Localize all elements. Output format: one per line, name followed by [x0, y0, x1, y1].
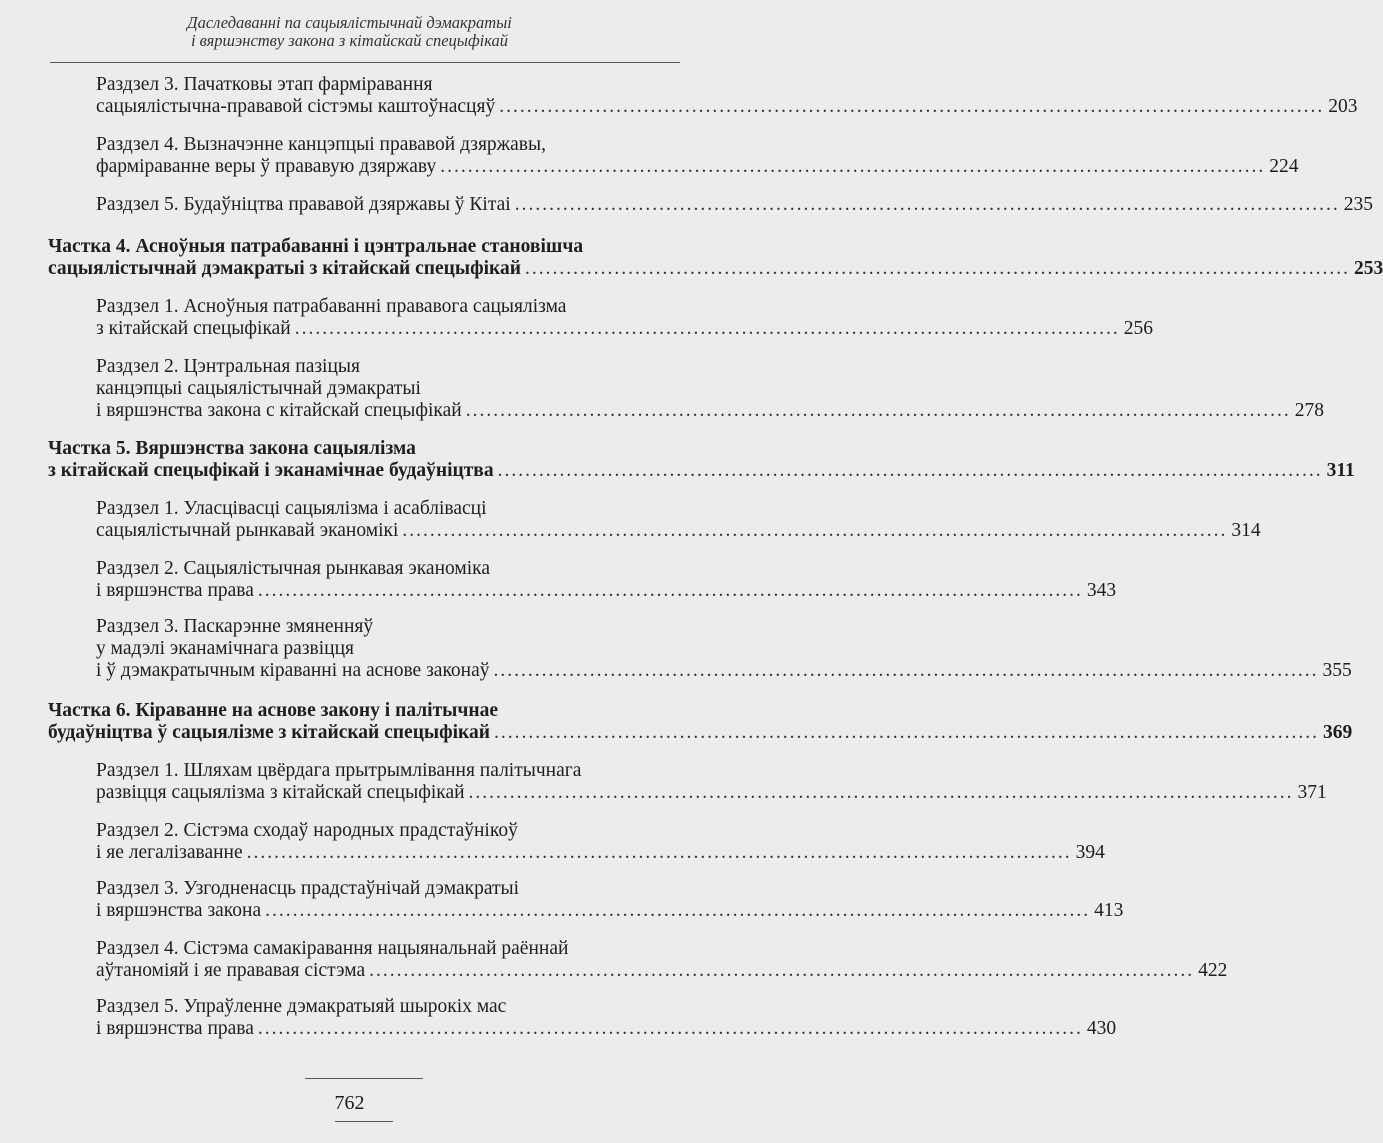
toc-entry-title-line: з кітайскай спецыфікай	[96, 318, 291, 339]
dot-leader: ........................................................................................................................	[524, 258, 1350, 279]
toc-entry-last-line	[96, 156, 1299, 178]
dot-leader: ........................................................................................................................	[246, 842, 1072, 863]
toc-section-entry	[96, 498, 1261, 542]
dot-leader: ........................................................................................................................	[402, 520, 1228, 541]
toc-page-number: 203	[1328, 96, 1358, 117]
toc-entry-title-line: Раздзел 4. Сістэма самакіравання нацыянальнай раённай	[96, 938, 569, 959]
toc-entry-title-line: сацыялістычнай рынкавай эканомікі	[96, 520, 399, 541]
toc-page-number: 343	[1086, 580, 1117, 601]
toc-page-number: 355	[1322, 660, 1352, 681]
toc-page-number: 413	[1094, 900, 1124, 921]
toc-page-number: 394	[1075, 842, 1105, 863]
dot-leader: ........................................................................................................................	[440, 156, 1266, 177]
footer-divider-top	[305, 1078, 423, 1079]
toc-entry-title-line: сацыялістычнай дэмакратыі з кітайскай спецыфікай	[48, 258, 521, 279]
toc-part-entry	[48, 700, 1353, 744]
toc-section-entry	[96, 296, 1153, 340]
toc-section-entry	[96, 820, 1105, 864]
toc-entry-title-line: з кітайскай спецыфікай і эканамічнае будаўніцтва	[48, 460, 494, 481]
toc-entry-last-line	[96, 520, 1261, 542]
toc-entry-title-line: будаўніцтва ў сацыялізме з кітайскай спецыфікай	[48, 722, 490, 743]
toc-page-number: 235	[1343, 194, 1373, 215]
dot-leader: ........................................................................................................................	[468, 782, 1294, 803]
toc-entry-title-line: Частка 4. Асноўныя патрабаванні і цэнтральнае становішча	[48, 236, 584, 257]
toc-entry-title-line: Частка 6. Кіраванне на аснове закону і палітычнае	[48, 700, 499, 721]
toc-entry-last-line	[96, 660, 1352, 682]
toc-entry-title-line: фарміраванне веры ў прававую дзяржаву	[96, 156, 437, 177]
toc-entry-title-line: і вяршэнства закона	[96, 900, 262, 921]
toc-page-number: 430	[1086, 1018, 1117, 1039]
toc-entry-title-line: Раздзел 2. Сацыялістычная рынкавая эканоміка	[96, 558, 490, 579]
dot-leader: ........................................................................................................................	[514, 194, 1340, 215]
dot-leader: ........................................................................................................................	[499, 96, 1325, 117]
toc-section-entry	[96, 558, 1117, 602]
toc-page-number: 422	[1198, 960, 1228, 981]
toc-entry-title-line: Раздзел 5. Упраўленне дэмакратыяй шырокіх мас	[96, 996, 507, 1017]
page-number: 762	[334, 1092, 365, 1114]
toc-page-number: 371	[1297, 782, 1327, 803]
dot-leader: ........................................................................................................................	[265, 900, 1091, 921]
toc-section-entry	[96, 74, 1358, 118]
toc-page-number: 253	[1353, 258, 1383, 279]
toc-section-entry	[96, 996, 1117, 1040]
toc-entry-title-line: канцэпцыі сацыялістычнай дэмакратыі	[96, 378, 421, 399]
toc-section-entry	[96, 356, 1324, 422]
toc-part-entry	[48, 236, 1383, 280]
toc-entry-title-line: і ў дэмакратычным кіраванні на аснове законаў	[96, 660, 490, 681]
toc-entry-title-line: Раздзел 2. Цэнтральная пазіцыя	[96, 356, 360, 377]
toc-entry-last-line	[96, 400, 1324, 422]
toc-page-number: 278	[1294, 400, 1324, 421]
toc-page-number: 256	[1123, 318, 1153, 339]
toc-entry-last-line	[96, 96, 1358, 118]
toc-section-entry	[96, 616, 1352, 682]
dot-leader: ........................................................................................................................	[497, 460, 1323, 481]
toc-entry-last-line	[96, 194, 1373, 216]
toc-entry-last-line	[96, 900, 1124, 922]
toc-section-entry	[96, 194, 1373, 216]
toc-entry-last-line	[96, 960, 1228, 982]
dot-leader: ........................................................................................................................	[294, 318, 1120, 339]
toc-section-entry	[96, 760, 1327, 804]
toc-entry-title-line: Раздзел 3. Паскарэнне змяненняў	[96, 616, 374, 637]
toc-section-entry	[96, 938, 1228, 982]
toc-entry-last-line	[96, 782, 1327, 804]
dot-leader: ........................................................................................................................	[257, 580, 1083, 601]
running-header-line-1: Даследаванні па сацыялістычнай дэмакратыі	[187, 13, 512, 32]
dot-leader: ........................................................................................................................	[465, 400, 1291, 421]
toc-entry-last-line	[48, 258, 1383, 280]
toc-entry-title-line: Раздзел 4. Вызначэнне канцэпцыі прававой дзяржавы,	[96, 134, 546, 155]
toc-entry-title-line: Раздзел 1. Шляхам цвёрдага прытрымлівання палітычнага	[96, 760, 582, 781]
toc-entry-title-line: і яе легалізаванне	[96, 842, 243, 863]
toc-page-number: 311	[1326, 460, 1355, 481]
toc-entry-title-line: Раздзел 1. Уласцівасці сацыялізма і асаблівасці	[96, 498, 487, 519]
toc-entry-title-line: і вяршэнства закона с кітайскай спецыфікай	[96, 400, 462, 421]
toc-entry-title-line: аўтаноміяй і яе прававая сістэма	[96, 960, 366, 981]
toc-section-entry	[96, 134, 1299, 178]
toc-section-entry	[96, 878, 1124, 922]
toc-entry-last-line	[96, 318, 1153, 340]
footer-divider-bottom	[335, 1121, 393, 1122]
toc-entry-title-line: сацыялістычна-прававой сістэмы каштоўнасцяў	[96, 96, 496, 117]
toc-entry-last-line	[96, 580, 1117, 602]
toc-page-number: 314	[1231, 520, 1261, 541]
toc-entry-last-line	[96, 842, 1105, 864]
toc-entry-title-line: Раздзел 2. Сістэма сходаў народных прадстаўнікоў	[96, 820, 518, 841]
toc-page-number: 224	[1269, 156, 1299, 177]
toc-entry-last-line	[48, 460, 1355, 482]
toc-entry-title-line: і вяршэнства права	[96, 1018, 254, 1039]
toc-entry-title-line: Раздзел 5. Будаўніцтва прававой дзяржавы ў Кітаі	[96, 194, 511, 215]
toc-entry-title-line: Частка 5. Вяршэнства закона сацыялізма	[48, 438, 416, 459]
toc-entry-title-line: Раздзел 3. Пачатковы этап фарміравання	[96, 74, 433, 95]
dot-leader: ........................................................................................................................	[369, 960, 1195, 981]
toc-entry-last-line	[96, 1018, 1117, 1040]
toc-entry-title-line: Раздзел 1. Асноўныя патрабаванні прававога сацыялізма	[96, 296, 567, 317]
toc-entry-title-line: і вяршэнства права	[96, 580, 254, 601]
dot-leader: ........................................................................................................................	[494, 722, 1319, 743]
toc-entry-title-line: у мадэлі эканамічнага развіцця	[96, 638, 354, 659]
toc-entry-title-line: Раздзел 3. Узгодненасць прадстаўнічай дэмакратыі	[96, 878, 520, 899]
toc-entry-last-line	[48, 722, 1353, 744]
toc-part-entry	[48, 438, 1355, 482]
toc-page-number: 369	[1323, 722, 1353, 743]
toc-entry-title-line: развіцця сацыялізма з кітайскай спецыфікай	[96, 782, 465, 803]
dot-leader: ........................................................................................................................	[493, 660, 1319, 681]
running-header-line-2: і вяршэнству закона з кітайскай спецыфікай	[190, 31, 509, 50]
dot-leader: ........................................................................................................................	[257, 1018, 1083, 1039]
